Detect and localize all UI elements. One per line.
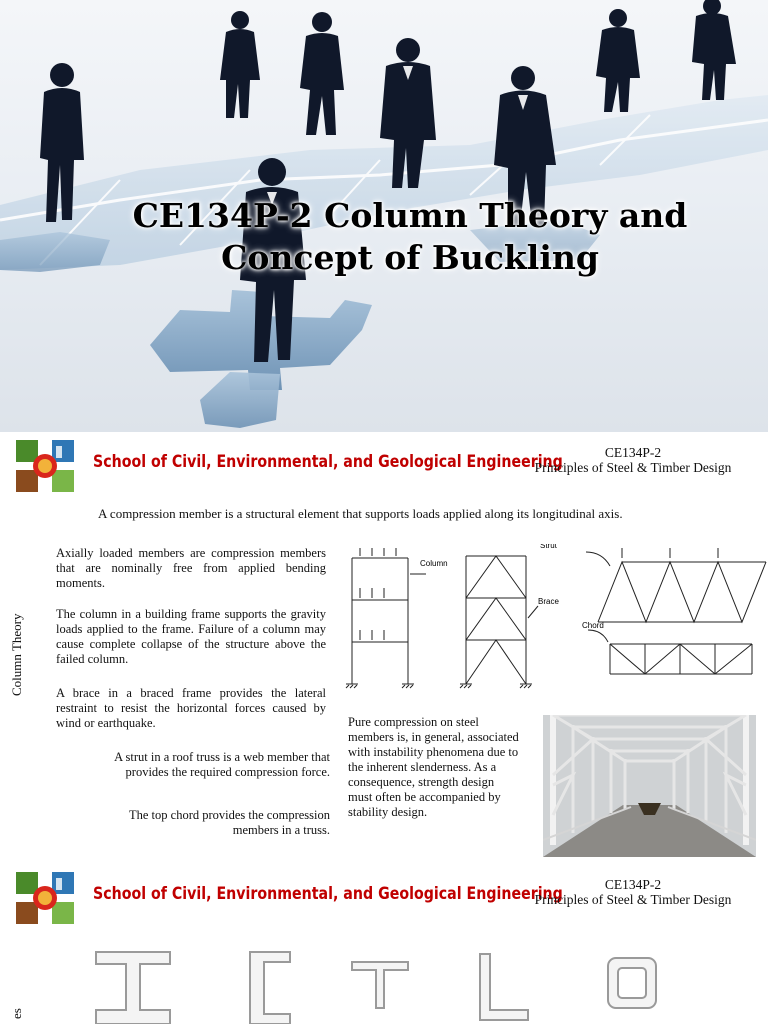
paragraph-chord-line-1: The top chord provides the compression xyxy=(129,808,330,822)
sections-slide xyxy=(0,864,768,1024)
school-name: School of Civil, Environmental, and Geological Engineering xyxy=(93,884,563,903)
side-label-column-theory: Column Theory xyxy=(9,613,24,696)
paragraph-pure-compression: Pure compression on steel members is, in general, associated with instability phenomena due to the inherent slenderness. As a consequence, strength design must often be accompanied by stability design. xyxy=(348,715,519,819)
paragraph-strut-line-2: provides the required compression force. xyxy=(125,765,330,779)
tee-section-icon xyxy=(352,962,408,1008)
side-label-fragment: es xyxy=(9,1008,24,1019)
w-section-icon xyxy=(96,952,170,1024)
roof-truss-diagram xyxy=(586,548,766,622)
paragraph-column: The column in a building frame supports the gravity loads applied to the frame. Failure of a column may cause complete collapse of the structure above the failed column. xyxy=(56,607,326,666)
school-name: School of Civil, Environmental, and Geological Engineering xyxy=(93,452,563,471)
paragraph-axial: Axially loaded members are compression members that are nominally free from applied bending moments. xyxy=(56,546,326,590)
course-header xyxy=(520,445,746,475)
school-logo-icon xyxy=(14,870,76,926)
course-code: CE134P-2 xyxy=(604,877,662,892)
column-theory-slide xyxy=(0,432,768,864)
course-code: CE134P-2 xyxy=(604,445,662,460)
structural-diagrams xyxy=(340,544,768,694)
column-frame-diagram xyxy=(346,548,426,688)
course-header xyxy=(520,877,746,907)
paragraph-brace: A brace in a braced frame provides the lateral restraint to resist the horizontal forces caused by wind or earthquake. xyxy=(56,686,326,730)
title-line-2: Concept of Buckling xyxy=(221,238,599,277)
braced-frame-diagram xyxy=(460,556,538,688)
paragraph-strut-line-1: A strut in a roof truss is a web member that xyxy=(114,750,330,764)
label-column: Column xyxy=(420,559,448,568)
label-strut: Strut xyxy=(540,544,557,550)
school-logo-icon xyxy=(14,438,76,494)
course-name: Principles of Steel & Timber Design xyxy=(534,460,732,475)
presentation-title xyxy=(80,195,740,279)
label-chord: Chord xyxy=(582,621,604,630)
steel-truss-bridge-photo xyxy=(543,715,756,857)
steel-section-shapes xyxy=(90,948,690,1024)
title-slide xyxy=(0,0,768,432)
title-line-1: CE134P-2 Column Theory and xyxy=(132,196,688,235)
paragraph-chord-line-2: members in a truss. xyxy=(232,823,330,837)
paragraph-chord xyxy=(56,808,330,838)
intro-text: A compression member is a structural element that supports loads applied along its longitudinal axis. xyxy=(98,506,623,521)
channel-section-icon xyxy=(250,952,290,1024)
chord-truss-diagram xyxy=(588,630,752,674)
label-brace: Brace xyxy=(538,597,559,606)
angle-section-icon xyxy=(480,954,528,1020)
paragraph-strut xyxy=(56,750,330,780)
course-name: Principles of Steel & Timber Design xyxy=(534,892,732,907)
